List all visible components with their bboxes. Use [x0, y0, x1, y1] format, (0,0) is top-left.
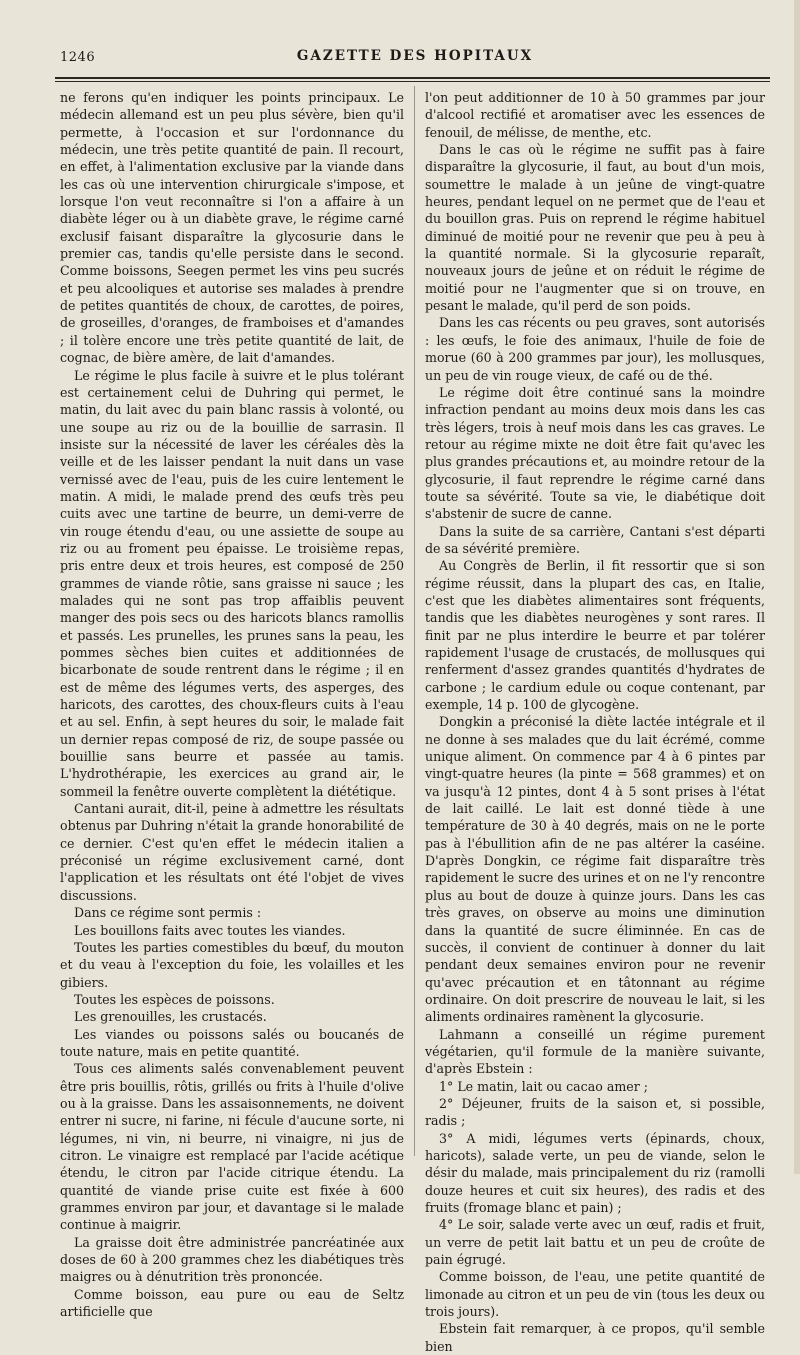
paragraph: Toutes les parties comestibles du bœuf, du mouton et du veau à l'exception du foie, les volailles et les gibiers. [60, 939, 404, 990]
paragraph: Dans les cas récents ou peu graves, sont autorisés : les œufs, le foie des animaux, l'huile de foie de morue (60 à 200 grammes par jour), les mollusques, un peu de vin rouge vieux, de café ou de thé. [425, 315, 765, 383]
list-item: 3° A midi, légumes verts (épinards, choux, haricots), salade verte, un peu de viande, selon le désir du malade, mais principalement du riz (ramolli douze heures et cuit six heures), des radis et des fruits (fromage blanc et pain) ; [425, 1130, 765, 1215]
paragraph: Tous ces aliments salés convenablement peuvent être pris bouillis, rôtis, grillés ou frits à l'huile d'olive ou à la graisse. Dans les assaisonnements, ne doivent entrer ni sucre, ni farine, ni fécule d'aucune sorte, ni légumes, ni vin, ni beurre, ni vinaigre, ni jus de citron. Le vinaigre est remplacé par l'acide acétique étendu, le citron par l'acide citrique étendu. La quantité de viande prise cuite est fixée à 600 grammes environ par jour, et davantage si le malade continue à maigrir. [60, 1061, 404, 1233]
page-number: 1246 [60, 50, 96, 65]
paragraph: Dongkin a préconisé la diète lactée intégrale et il ne donne à ses malades que du lait écrémé, comme unique aliment. On commence par 4 à 6 pintes par vingt-quatre heures (la pinte = 568 grammes) et on va jusqu'à 12 pintes, dont 4 à 5 sont prises à l'état de lait caillé. Le lait est donné tiède à une température de 30 à 40 degrés, mais on ne le porte pas à l'ébullition afin de ne pas altérer la caséine. D'après Dongkin, ce régime fait disparaître très rapidement le sucre des urines et on ne l'y rencontre plus au bout de douze à quinze jours. Dans les cas très graves, on observe au moins une diminution dans la quantité de sucre éliminnée. En cas de succès, il convient de continuer à donner du lait pendant deux semaines environ pour ne revenir qu'avec précaution et en tâtonnant au régime ordinaire. On doit prescrire de nouveau le lait, si les aliments ordinaires ramènent la glycosurie. [425, 714, 765, 1025]
paragraph: Comme boisson, eau pure ou eau de Seltz artificielle que [60, 1286, 404, 1320]
paragraph: Lahmann a conseillé un régime purement végétarien, qu'il formule de la manière suivante, d'après Ebstein : [425, 1026, 765, 1077]
journal-title: GAZETTE DES HOPITAUX [296, 48, 534, 64]
header-rule-thick [55, 77, 770, 79]
paragraph: Toutes les espèces de poissons. [74, 991, 275, 1007]
right-column [425, 89, 765, 1355]
list-item: 2° Déjeuner, fruits de la saison et, si possible, radis ; [425, 1095, 765, 1129]
paragraph: l'on peut additionner de 10 à 50 grammes par jour d'alcool rectifié et aromatiser avec les essences de fenouil, de mélisse, de menthe, etc. [425, 90, 765, 140]
paragraph: Comme boisson, de l'eau, une petite quantité de limonade au citron et un peu de vin (tous les deux ou trois jours). [425, 1269, 765, 1320]
paragraph: Au Congrès de Berlin, il fit ressortir que si son régime réussit, dans la plupart des cas, en Italie, c'est que les diabètes alimentaires sont fréquents, tandis que les diabètes neurogènes y sont rares. Il finit par ne plus interdire le beurre et par tolérer rapidement l'usage de crustacés, de mollusques qui renferment d'assez grandes quantités d'hydrates de carbone ; le cardium edule ou coque contenant, par exemple, 14 p. 100 de glycogène. [425, 558, 765, 713]
page-header [60, 47, 770, 69]
paragraph: Dans ce régime sont permis : [74, 905, 262, 921]
paragraph: Les grenouilles, les crustacés. [74, 1009, 267, 1025]
list-item: 4° Le soir, salade verte avec un œuf, radis et fruit, un verre de petit lait battu et un peu de croûte de pain égrugé. [425, 1217, 765, 1268]
paragraph: Le régime le plus facile à suivre et le plus tolérant est certainement celui de Duhring qui permet, le matin, du lait avec du pain blanc rassis à volonté, ou une soupe au riz ou de la bouillie de sarrasin. Il insiste sur la nécessité de laver les céréales dès la veille et de les laisser pendant la nuit dans un vase vernissé avec de l'eau, puis de les cuire lentement le matin. A midi, le malade prend des œufs très peu cuits avec une tartine de beurre, un demi-verre de vin rouge étendu d'eau, ou une assiette de soupe au riz ou au froment peu épaisse. Le troisième repas, pris entre deux et trois heures, est composé de 250 grammes de viande rôtie, sans graisse ni sauce ; les malades qui ne sont pas trop affaiblis peuvent manger des pois secs ou des haricots blancs ramollis et passés. Les prunelles, les prunes sans la peau, les pommes sèches bien cuites et additionnées de bicarbonate de soude rentrent dans le régime ; il en est de même des légumes verts, des asperges, des haricots, des carottes, des choux-fleurs cuits à l'eau et au sel. Enfin, à sept heures du soir, le malade fait un dernier repas composé de riz, de soupe passée ou bouillie sans beurre et passée au tamis. L'hydrothérapie, les exercices au grand air, le sommeil la fenêtre ouverte complètent la diététique. [60, 367, 404, 799]
list-item: 1° Le matin, lait ou cacao amer ; [439, 1078, 648, 1094]
paragraph: Les viandes ou poissons salés ou boucanés de toute nature, mais en petite quantité. [60, 1026, 404, 1059]
paragraph: ne ferons qu'en indiquer les points principaux. Le médecin allemand est un peu plus sévère, bien qu'il permette, à l'occasion et sur l'ordonnance du médecin, une très petite quantité de pain. Il recourt, en effet, à l'alimentation exclusive par la viande dans les cas où une intervention chirurgicale s'impose, et lorsque l'on veut reconnaître si l'on a affaire à un diabète léger ou à un diabète grave, le régime carné exclusif faisant disparaître la glycosurie dans le premier cas, tandis qu'elle persiste dans le second. Comme boissons, Seegen permet les vins peu sucrés et peu alcooliques et autorise ses malades à prendre de petites quantités de choux, de carottes, de poires, de groseilles, d'oranges, de framboises et d'amandes ; il tolère encore une très petite quantité de lait, de cognac, de bière amère, de lait d'amandes. [60, 90, 404, 366]
paragraph: La graisse doit être administrée pancréatinée aux doses de 60 à 200 grammes chez les diabétiques très maigres ou à dénutrition très prononcée. [60, 1234, 404, 1285]
paragraph: Le régime doit être continué sans la moindre infraction pendant au moins deux mois dans les cas très légers, trois à neuf mois dans les cas graves. Le retour au régime mixte ne doit être fait qu'avec les plus grandes précautions et, au moindre retour de la glycosurie, il faut reprendre le régime carné dans toute sa sévérité. Toute sa vie, le diabétique doit s'abstenir de sucre de canne. [425, 384, 765, 522]
paragraph: Dans la suite de sa carrière, Cantani s'est départi de sa sévérité première. [425, 523, 765, 556]
column-divider [414, 86, 415, 1156]
paragraph: Ebstein fait remarquer, à ce propos, qu'il semble bien [425, 1321, 765, 1354]
header-rule-thin [55, 81, 770, 82]
paragraph: Cantani aurait, dit-il, peine à admettre les résultats obtenus par Duhring n'était la grande honorabilité de ce dernier. C'est qu'en effet le médecin italien a préconisé un régime exclusivement carné, dont l'application et les résultats ont été l'objet de vives discussions. [60, 801, 404, 903]
paragraph: Dans le cas où le régime ne suffit pas à faire disparaître la glycosurie, il faut, au bout d'un mois, soumettre le malade à un jeûne de vingt-quatre heures, pendant lequel on ne permet que de l'eau et du bouillon gras. Puis on reprend le régime habituel diminué de moitié pour ne revenir que peu à peu à la quantité normale. Si la glycosurie reparaît, nouveaux jours de jeûne et on réduit le régime de moitié pour ne l'augmenter que si on trouve, en pesant le malade, qu'il perd de son poids. [425, 142, 765, 314]
page-edge [794, 0, 800, 1174]
paragraph: Les bouillons faits avec toutes les viandes. [74, 922, 346, 938]
left-column [60, 89, 404, 1320]
